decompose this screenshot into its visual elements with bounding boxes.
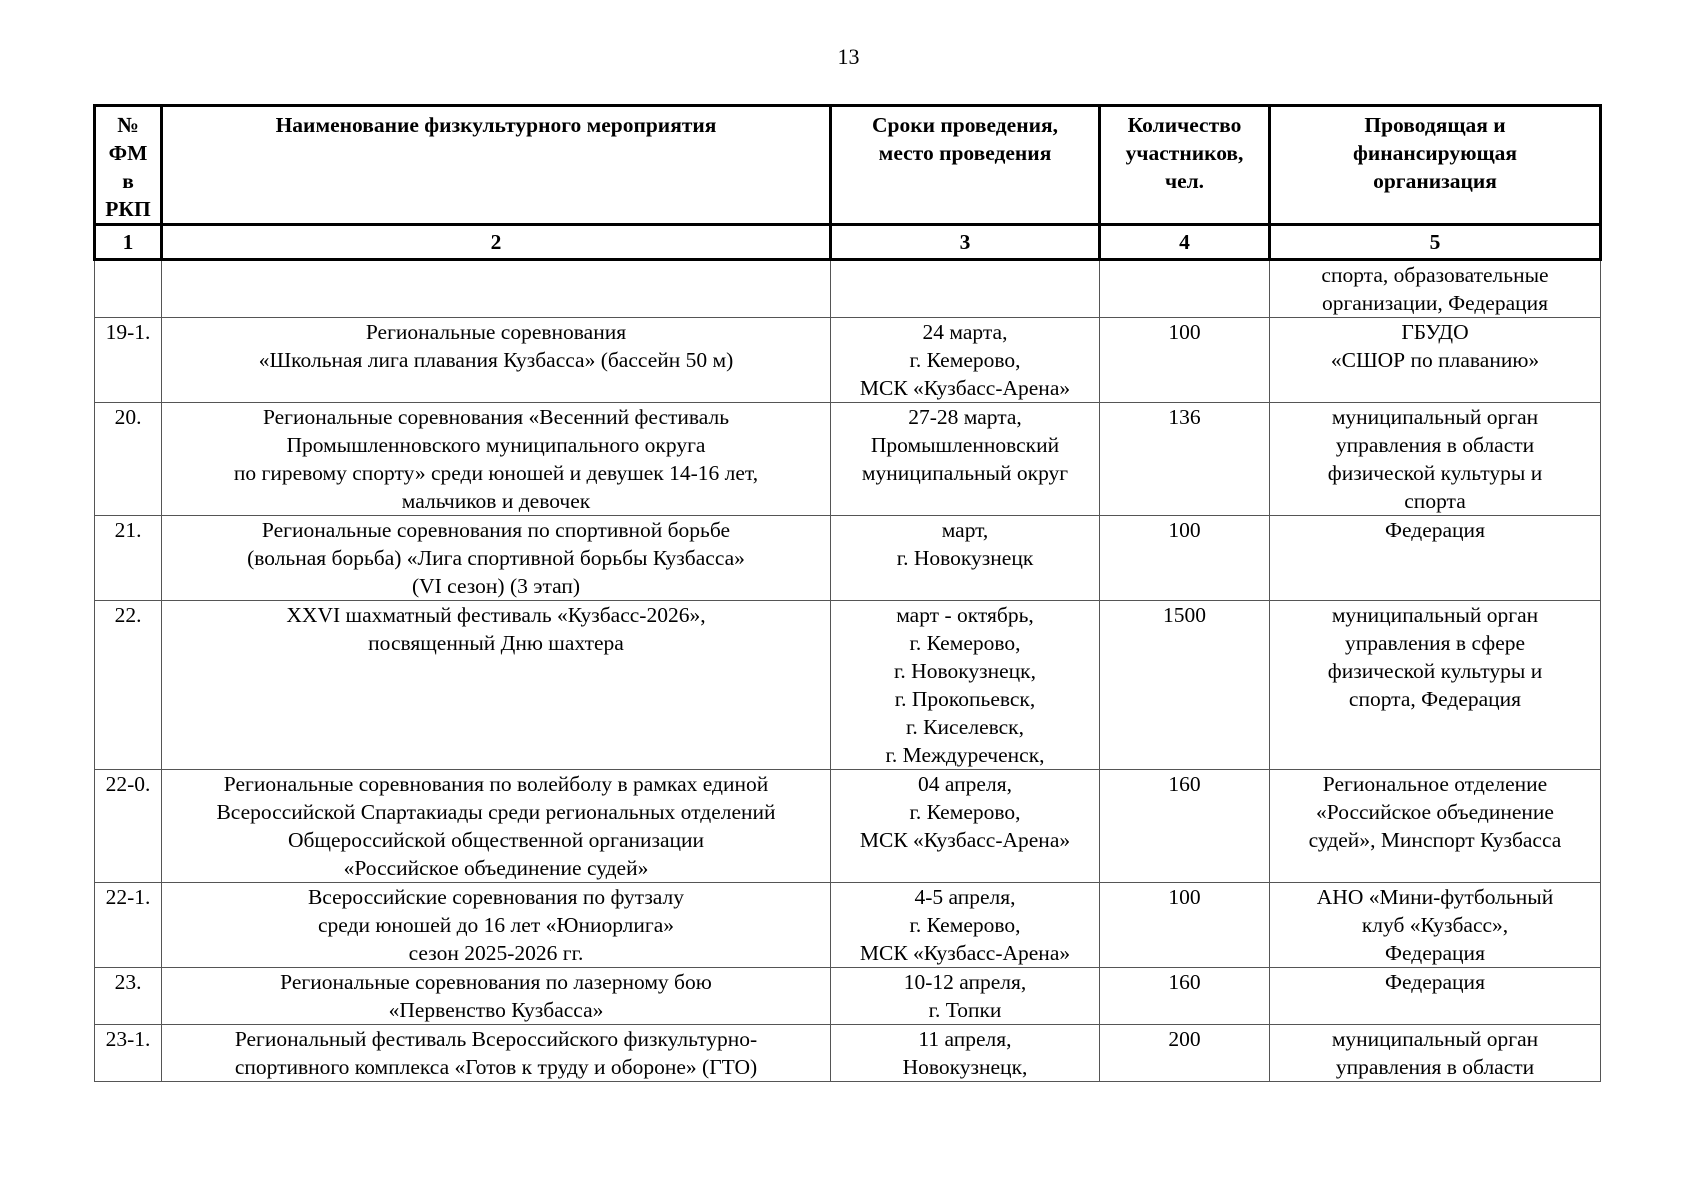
cell-line: Всероссийские соревнования по футзалу [307,885,685,909]
cell-line: ФМ [108,141,148,165]
row-number: 23-1. [95,1025,162,1082]
cell-line: Сроки проведения, [871,113,1058,137]
table-row [95,770,1601,883]
row-number [95,260,162,318]
cell-line: Промышленновский [870,433,1060,457]
column-number: 4 [1100,225,1270,260]
cell-line: спорта, Федерация [1348,687,1522,711]
cell-line: г. Кемерово, [909,631,1021,655]
organizer [1270,883,1601,968]
cell-line: физической культуры и [1327,659,1543,683]
cell-line: муниципальный орган [1331,1027,1539,1051]
organizer [1270,968,1601,1025]
cell-line: муниципальный орган [1331,603,1539,627]
cell-line: Общероссийской общественной организации [287,828,705,852]
header-cell [162,106,831,225]
cell-line: муниципальный орган [1331,405,1539,429]
cell-line: Новокузнецк, [902,1055,1028,1079]
event-name [162,516,831,601]
cell-line: судей», Минспорт Кузбасса [1308,828,1562,852]
row-number: 22. [95,601,162,770]
participant-count: 1500 [1100,601,1270,770]
event-dates-place [831,601,1100,770]
cell-line: Региональные соревнования «Весенний фестиваль [262,405,730,429]
cell-line: № [117,113,139,137]
cell-line: 27-28 марта, [908,405,1022,429]
event-name [162,883,831,968]
row-number: 21. [95,516,162,601]
cell-line: (вольная борьба) «Лига спортивной борьбы Кузбасса» [247,546,745,570]
event-name [162,968,831,1025]
cell-line: Всероссийской Спартакиады среди региональных отделений [216,800,776,824]
cell-line: посвященный Дню шахтера [368,631,624,655]
event-dates-place [831,318,1100,403]
cell-line: в [122,169,134,193]
cell-line: 04 апреля, [918,772,1012,796]
cell-line: Региональные соревнования по волейболу в рамках единой [223,772,769,796]
events-table [93,104,1602,1082]
column-number: 2 [162,225,831,260]
cell-line: спортивного комплекса «Готов к труду и обороне» (ГТО) [234,1055,758,1079]
cell-line: Федерация [1385,518,1485,542]
table-row [95,516,1601,601]
row-number: 22-1. [95,883,162,968]
participant-count: 100 [1100,516,1270,601]
cell-line: «Российское объединение судей» [343,856,649,880]
table-row [95,601,1601,770]
cell-line: г. Кемерово, [909,913,1021,937]
cell-line: «Российское объединение [1316,800,1554,824]
cell-line: март, [941,518,989,542]
table-row [95,1025,1601,1082]
cell-line: чел. [1164,169,1205,193]
cell-line: сезон 2025-2026 гг. [408,941,584,965]
organizer [1270,260,1601,318]
cell-line: среди юношей до 16 лет «Юниорлига» [317,913,675,937]
event-dates-place [831,403,1100,516]
event-dates-place [831,770,1100,883]
participant-count: 136 [1100,403,1270,516]
cell-line: управления в сфере [1344,631,1526,655]
cell-line: Федерация [1385,970,1485,994]
header-cell [95,106,162,225]
column-number-row [95,225,1601,260]
table-row [95,318,1601,403]
table-row [95,260,1601,318]
event-dates-place [831,260,1100,318]
cell-line: Наименование физкультурного мероприятия [275,113,717,137]
column-number: 3 [831,225,1100,260]
cell-line: организация [1373,169,1497,193]
cell-line: Региональные соревнования по спортивной борьбе [261,518,731,542]
cell-line: управления в области [1335,1055,1535,1079]
participant-count: 100 [1100,318,1270,403]
organizer [1270,516,1601,601]
participant-count: 100 [1100,883,1270,968]
row-number: 22-0. [95,770,162,883]
cell-line: XXVI шахматный фестиваль «Кузбасс-2026», [286,603,706,627]
organizer [1270,318,1601,403]
column-number: 1 [95,225,162,260]
cell-line: г. Киселевск, [906,715,1024,739]
cell-line: МСК «Кузбасс-Арена» [859,376,1071,400]
cell-line: клуб «Кузбасс», [1361,913,1509,937]
table-row [95,968,1601,1025]
cell-line: МСК «Кузбасс-Арена» [859,828,1071,852]
cell-line: «Школьная лига плавания Кузбасса» (бассейн 50 м) [258,348,734,372]
organizer [1270,601,1601,770]
header-cell [831,106,1100,225]
cell-line: РКП [105,197,151,221]
cell-line: г. Топки [928,998,1002,1022]
event-dates-place [831,516,1100,601]
organizer [1270,770,1601,883]
cell-line: 4-5 апреля, [914,885,1016,909]
cell-line: физической культуры и [1327,461,1543,485]
cell-line: ГБУДО [1401,320,1469,344]
cell-line: г. Новокузнецк [896,546,1034,570]
event-name [162,1025,831,1082]
cell-line: муниципальный округ [861,461,1069,485]
table-body [95,260,1601,1082]
cell-line: участников, [1125,141,1244,165]
row-number: 23. [95,968,162,1025]
cell-line: мальчиков и девочек [401,489,591,513]
cell-line: Количество [1127,113,1242,137]
event-name [162,260,831,318]
participant-count [1100,260,1270,318]
event-dates-place [831,968,1100,1025]
column-number: 5 [1270,225,1601,260]
cell-line: Промышленновского муниципального округа [286,433,706,457]
header-cell [1270,106,1601,225]
cell-line: Региональный фестиваль Всероссийского физкультурно- [234,1027,758,1051]
cell-line: «Первенство Кузбасса» [388,998,604,1022]
table-header-row [95,106,1601,225]
cell-line: г. Кемерово, [909,800,1021,824]
cell-line: по гиревому спорту» среди юношей и девушек 14-16 лет, [233,461,759,485]
cell-line: г. Кемерово, [909,348,1021,372]
cell-line: МСК «Кузбасс-Арена» [859,941,1071,965]
page-number: 13 [837,44,860,69]
participant-count: 160 [1100,770,1270,883]
event-dates-place [831,883,1100,968]
row-number: 19-1. [95,318,162,403]
cell-line: управления в области [1335,433,1535,457]
participant-count: 160 [1100,968,1270,1025]
cell-line: Региональные соревнования по лазерному бою [280,970,712,994]
cell-line: спорта, образовательные [1321,263,1549,287]
cell-line: Федерация [1385,941,1485,965]
cell-line: 11 апреля, [918,1027,1012,1051]
cell-line: г. Междуреченск, [885,743,1045,767]
cell-line: г. Новокузнецк, [894,659,1036,683]
event-name [162,601,831,770]
cell-line: март - октябрь, [896,603,1034,627]
cell-line: г. Прокопьевск, [894,687,1036,711]
cell-line: Региональное отделение [1322,772,1548,796]
cell-line: 24 марта, [922,320,1008,344]
cell-line: АНО «Мини-футбольный [1316,885,1554,909]
participant-count: 200 [1100,1025,1270,1082]
event-name [162,318,831,403]
event-dates-place [831,1025,1100,1082]
cell-line: место проведения [878,141,1052,165]
cell-line: (VI сезон) (3 этап) [411,574,581,598]
table-row [95,403,1601,516]
cell-line: финансирующая [1352,141,1518,165]
cell-line: Проводящая и [1364,113,1506,137]
header-cell [1100,106,1270,225]
table-row [95,883,1601,968]
cell-line: спорта [1404,489,1466,513]
event-name [162,770,831,883]
cell-line: Региональные соревнования [365,320,627,344]
organizer [1270,403,1601,516]
row-number: 20. [95,403,162,516]
event-name [162,403,831,516]
cell-line: 10-12 апреля, [903,970,1027,994]
cell-line: «СШОР по плаванию» [1330,348,1540,372]
organizer [1270,1025,1601,1082]
cell-line: организации, Федерация [1321,291,1549,315]
